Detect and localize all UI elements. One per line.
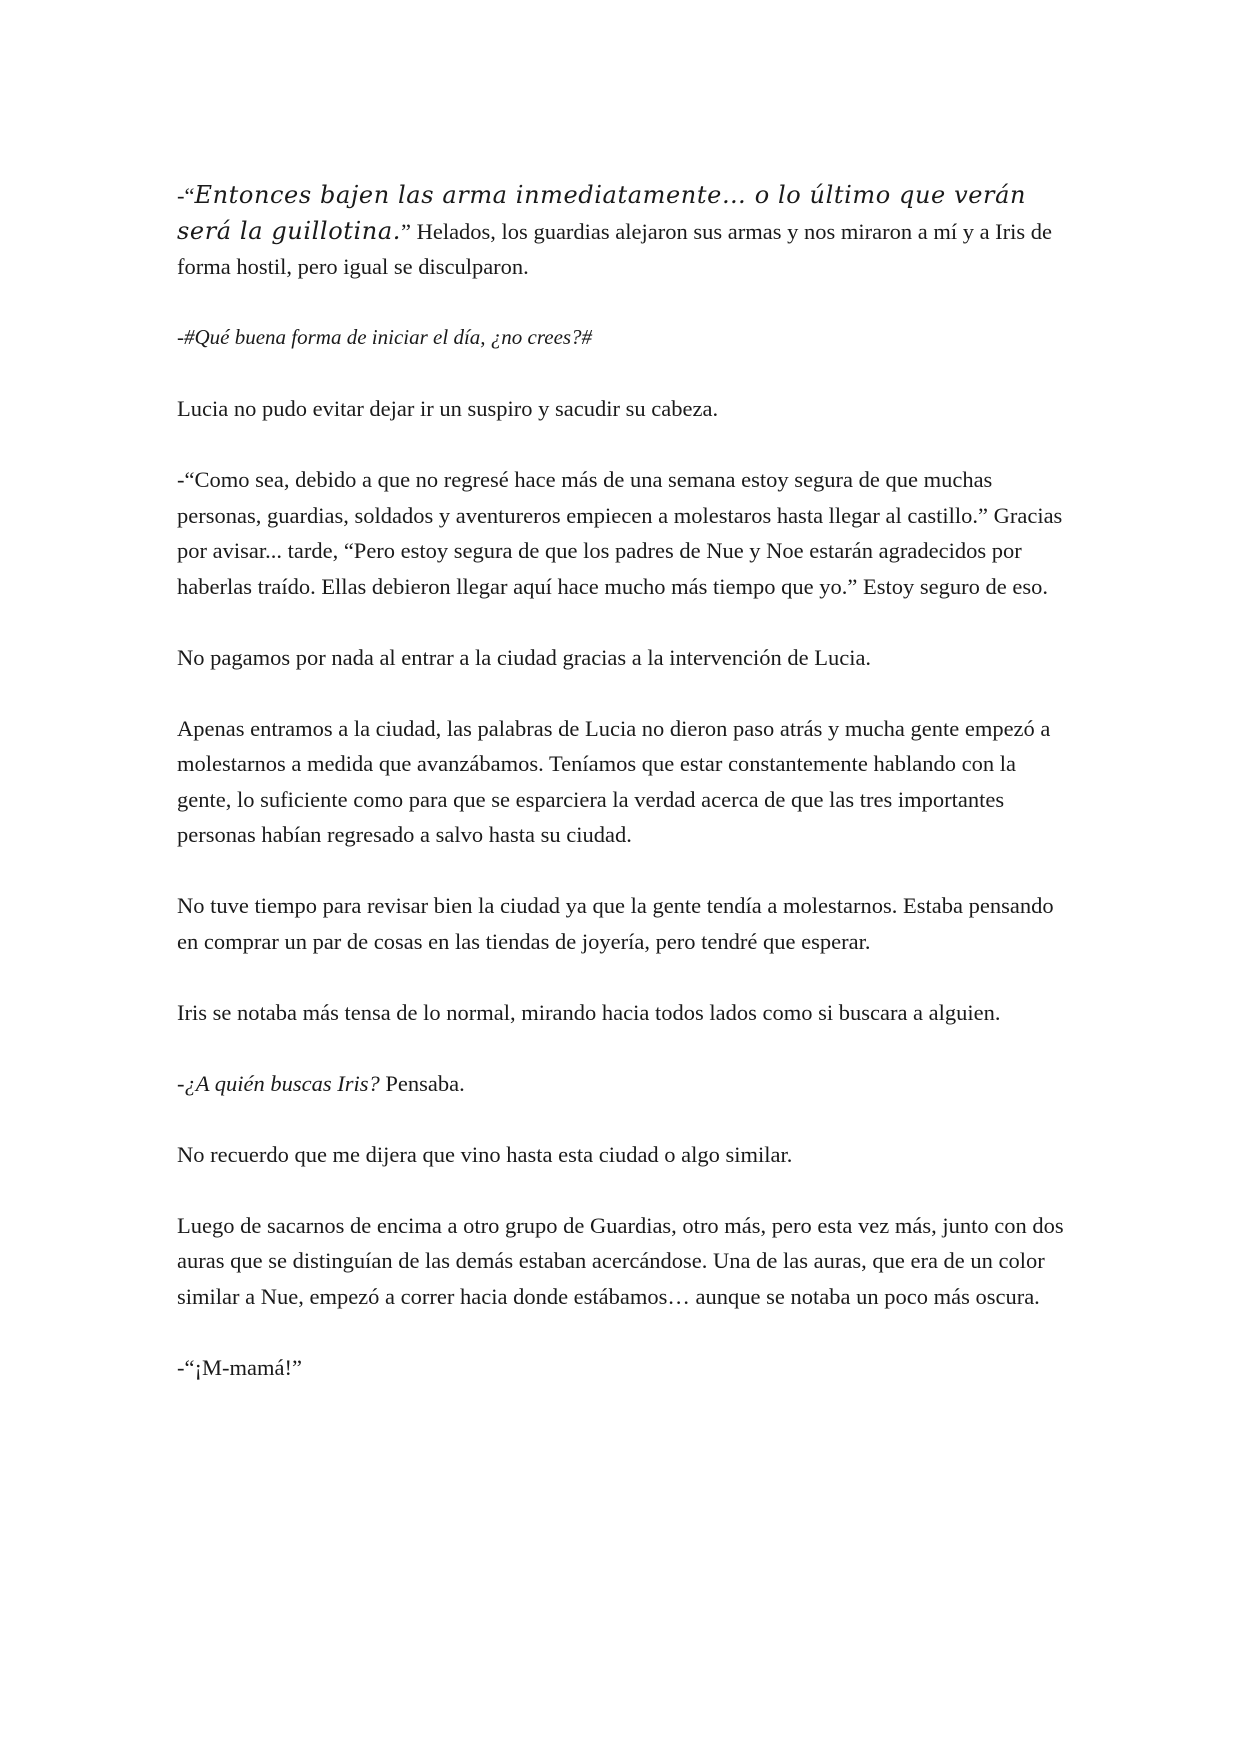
paragraph-text: No recuerdo que me dijera que vino hasta esta ciudad o algo similar. — [177, 1141, 793, 1167]
paragraph-text: Apenas entramos a la ciudad, las palabras de Lucia no dieron paso atrás y mucha gente empezó a molestarnos a medida que avanzábamos. Teníamos que estar constantemente hablando con la gente, lo suficiente como para que se esparciera la verdad acerca de que las tres importantes personas habían regresado a salvo hasta su ciudad. — [177, 715, 1051, 847]
paragraph-text: Luego de sacarnos de encima a otro grupo de Guardias, otro más, pero esta vez más, junto con dos auras que se distinguían de las demás estaban acercándose. Una de las auras, que era de un color similar a Nue, empezó a correr hacia donde estábamos… aunque se notaba un poco más oscura. — [177, 1212, 1064, 1309]
script-quote: Entonces bajen las arma inmediatamente… o lo último que verán será la guillotina. — [177, 181, 1027, 245]
paragraph-text: Lucia no pudo evitar dejar ir un suspiro y sacudir su cabeza. — [177, 396, 719, 421]
paragraph-dialogue-guillotine — [177, 178, 1067, 285]
paragraph-rest: Pensaba. — [379, 1070, 465, 1096]
paragraph-dialogue-mama: -“¡M-mamá!” — [177, 1354, 302, 1380]
paragraph-rest: ” Helados, los guardias alejaron sus armas y nos miraron a mí y a Iris de forma hostil, pero igual se disculparon. — [177, 218, 1053, 279]
paragraph-question — [177, 1066, 1067, 1102]
paragraph-text: No tuve tiempo para revisar bien la ciudad ya que la gente tendía a molestarnos. Estaba pensando en comprar un par de cosas en las tiendas de joyería, pero tendré que esperar. — [177, 893, 1054, 954]
paragraph-text: No pagamos por nada al entrar a la ciudad gracias a la intervención de Lucia. — [177, 644, 872, 670]
italic-question: ¿A quién buscas Iris? — [184, 1070, 380, 1096]
paragraph-text: -“Como sea, debido a que no regresé hace más de una semana estoy segura de que muchas personas, guardias, soldados y aventureros empiecen a molestaros hasta llegar al castillo.” Gracias por avisar... tarde, “Pero estoy segura de que los padres de Nue y Noe estarán agradecidos por haberlas traído. Ellas debieron llegar aquí hace mucho más tiempo que yo.” Estoy seguro de eso. — [177, 467, 1063, 599]
document-page — [177, 178, 1067, 1421]
paragraph-text: Iris se notaba más tensa de lo normal, mirando hacia todos lados como si buscara a alguien. — [177, 999, 1001, 1025]
quote-open: -“ — [177, 183, 195, 208]
dash: - — [177, 1070, 185, 1096]
paragraph-thought: -#Qué buena forma de iniciar el día, ¿no crees?# — [177, 325, 593, 349]
